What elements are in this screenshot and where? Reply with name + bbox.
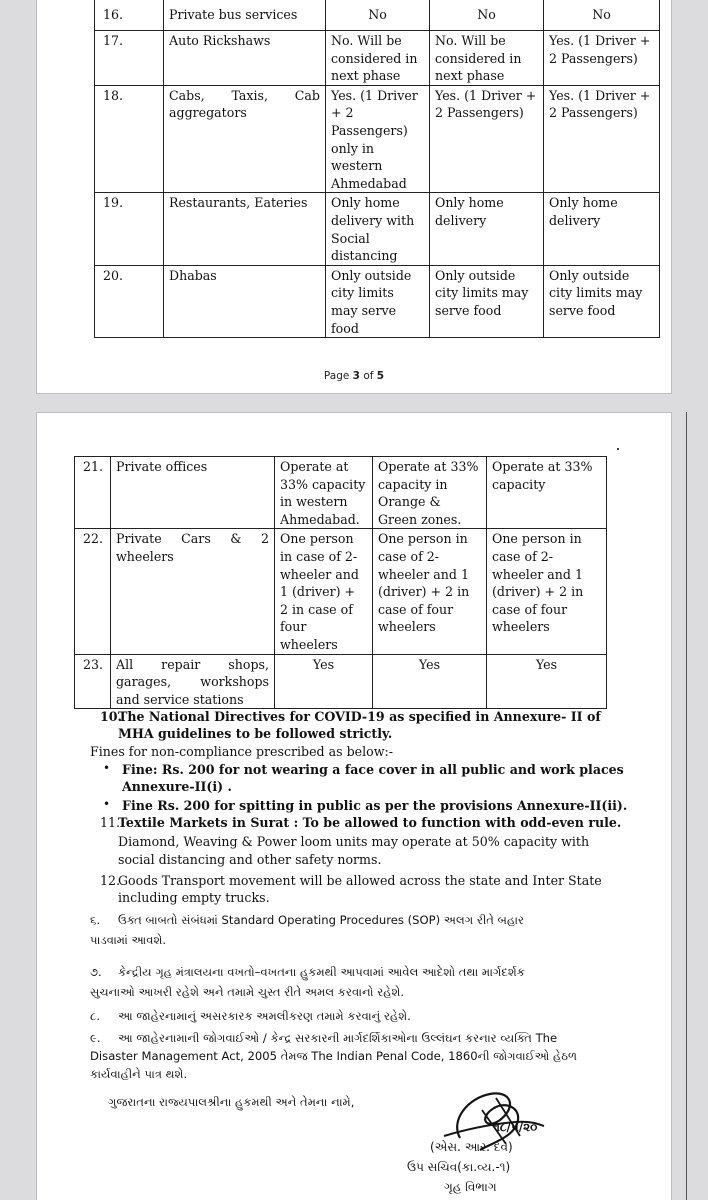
row-orange-green: Only home delivery: [430, 193, 544, 265]
table-row: [75, 654, 607, 709]
page-edge-divider: [686, 412, 687, 1200]
para-12-line-2: including empty trucks.: [118, 890, 270, 905]
row-western-ahmedabad: Operate at 33% capacity in western Ahmedabad.: [275, 457, 373, 529]
signatory-department: ગૃહ વિભાગ: [444, 1180, 497, 1194]
fines-intro: Fines for non-compliance prescribed as below:-: [90, 744, 394, 759]
para-11-line-2: Diamond, Weaving & Power loom units may operate at 50% capacity with: [118, 834, 590, 849]
governor-order-line: ગુજરાતના રાજ્યપાલશ્રીના હુકમથી અને તેમના નામે,: [108, 1095, 355, 1109]
signature-date: ૧૮/૫/૨૦: [494, 1120, 538, 1134]
table-row: [75, 457, 607, 529]
row-other-areas: Operate at 33% capacity: [487, 457, 607, 529]
para-10-number: 10.: [100, 709, 122, 724]
row-item: Private bus services: [164, 0, 326, 31]
para-10-line-2: MHA guidelines to be followed strictly.: [118, 726, 393, 741]
row-other-areas: Yes. (1 Driver + 2 Passengers): [544, 85, 660, 193]
para-7-number: ૭.: [90, 965, 102, 979]
bullet-icon: •: [103, 797, 111, 811]
table-row: [95, 85, 660, 193]
row-number: 22.: [75, 529, 111, 654]
scan-speck: [617, 448, 619, 450]
para-11-number: 11.: [100, 815, 121, 830]
row-item: Private Cars & 2 wheelers: [111, 529, 275, 654]
para-9-line-1: આ જાહેરનામાની જોગવાઈઓ / કેન્દ્ર સરકારની માર્ગદર્શિકાઓના ઉલ્લંઘન કરનાર વ્યક્તિ The: [118, 1031, 558, 1045]
row-other-areas: Only outside city limits may serve food: [544, 265, 660, 337]
row-orange-green: Operate at 33% capacity in Orange & Green zones.: [373, 457, 487, 529]
para-7-line-2: સુચનાઓ આખરી રહેશે અને તમામે ચુસ્ત રીતે અમલ કરવાનો રહેશે.: [90, 985, 405, 999]
page3-table: [94, 0, 660, 338]
row-western-ahmedabad: No: [326, 0, 430, 31]
row-western-ahmedabad: Only home delivery with Social distancing: [326, 193, 430, 265]
row-western-ahmedabad: Yes. (1 Driver + 2 Passengers) only in western Ahmedabad: [326, 85, 430, 193]
para-8-number: ૮.: [90, 1009, 101, 1023]
row-orange-green: No. Will be considered in next phase: [430, 31, 544, 86]
fine-1-line-1: Fine: Rs. 200 for not wearing a face cover in all public and work places: [122, 762, 624, 777]
row-number: 21.: [75, 457, 111, 529]
row-number: 18.: [95, 85, 164, 193]
row-number: 20.: [95, 265, 164, 337]
row-orange-green: Yes. (1 Driver + 2 Passengers): [430, 85, 544, 193]
page-footer: Page 3 of 5: [323, 370, 385, 382]
para-9-number: ૯.: [90, 1031, 101, 1045]
row-item: Cabs, Taxis, Cab aggregators: [164, 85, 326, 193]
row-number: 23.: [75, 654, 111, 709]
fine-1-line-2: Annexure-II(i) .: [122, 779, 232, 794]
row-item: Auto Rickshaws: [164, 31, 326, 86]
para-6-line-2: પાડવામાં આવશે.: [90, 933, 167, 947]
row-western-ahmedabad: No. Will be considered in next phase: [326, 31, 430, 86]
row-item: All repair shops, garages, workshops and service stations: [111, 654, 275, 709]
row-other-areas: Yes: [487, 654, 607, 709]
para-12-line-1: Goods Transport movement will be allowed across the state and Inter State: [118, 873, 602, 888]
signatory-title: ઉપ સચિવ(કા.વ્ય.-૧): [407, 1160, 511, 1174]
row-number: 16.: [95, 0, 164, 31]
row-orange-green: Yes: [373, 654, 487, 709]
table-row: [95, 31, 660, 86]
page4-table: [74, 456, 607, 709]
row-item: Restaurants, Eateries: [164, 193, 326, 265]
row-orange-green: One person in case of 2-wheeler and 1 (driver) + 2 in case of four wheelers: [373, 529, 487, 654]
row-item: Dhabas: [164, 265, 326, 337]
para-12-number: 12.: [100, 873, 121, 888]
row-other-areas: Only home delivery: [544, 193, 660, 265]
row-number: 17.: [95, 31, 164, 86]
para-8-line: આ જાહેરનામાનું અસરકારક અમલીકરણ તમામે કરવાનું રહેશે.: [118, 1009, 411, 1023]
para-9-line-3: કાર્યવાહીને પાત્ર થશે.: [90, 1067, 188, 1081]
row-western-ahmedabad: Yes: [275, 654, 373, 709]
para-9-line-2: Disaster Management Act, 2005 તેમજ The Indian Penal Code, 1860ની જોગવાઈઓ હેઠળ: [90, 1049, 578, 1063]
para-10-line-1: The National Directives for COVID-19 as specified in Annexure- II of: [118, 709, 601, 724]
row-western-ahmedabad: Only outside city limits may serve food: [326, 265, 430, 337]
table-row: [75, 529, 607, 654]
row-orange-green: No: [430, 0, 544, 31]
row-item: Private offices: [111, 457, 275, 529]
fine-2: Fine Rs. 200 for spitting in public as per the provisions Annexure-II(ii).: [122, 798, 628, 813]
row-other-areas: No: [544, 0, 660, 31]
para-6-number: ૬.: [90, 913, 101, 927]
row-other-areas: One person in case of 2-wheeler and 1 (driver) + 2 in case of four wheelers: [487, 529, 607, 654]
para-11-line-3: social distancing and other safety norms.: [118, 852, 382, 867]
signatory-name: (એસ. આર. દવે): [430, 1140, 513, 1154]
row-number: 19.: [95, 193, 164, 265]
para-11-line-1: Textile Markets in Surat : To be allowed to function with odd-even rule.: [118, 815, 622, 830]
para-6-line-1: ઉક્ત બાબતો સંબંધમાં Standard Operating Procedures (SOP) અલગ રીતે બહાર: [118, 913, 525, 927]
row-western-ahmedabad: One person in case of 2-wheeler and 1 (driver) + 2 in case of four wheelers: [275, 529, 373, 654]
row-orange-green: Only outside city limits may serve food: [430, 265, 544, 337]
row-other-areas: Yes. (1 Driver + 2 Passengers): [544, 31, 660, 86]
table-row: [95, 193, 660, 265]
para-7-line-1: કેન્દ્રીય ગૃહ મંત્રાલયના વખતો–વખતના હુકમથી આપવામાં આવેલ આદેશો તથા માર્ગદર્શક: [118, 965, 525, 979]
table-row: [95, 265, 660, 337]
table-row: [95, 0, 660, 31]
bullet-icon: •: [103, 761, 111, 775]
